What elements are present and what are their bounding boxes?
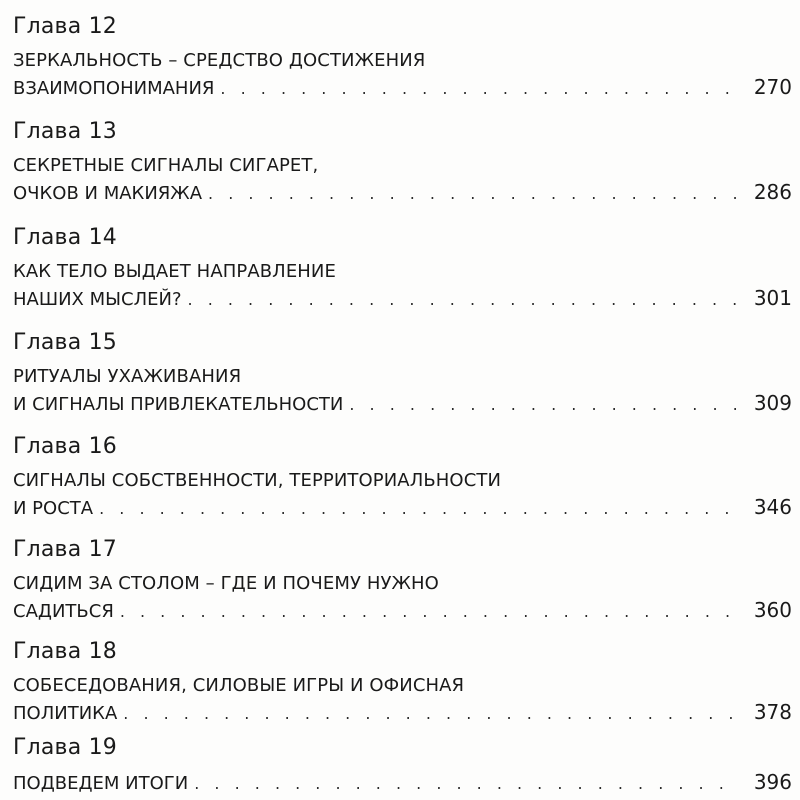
chapter-heading: Глава 18	[13, 639, 117, 664]
chapter-heading: Глава 12	[13, 14, 117, 39]
dot-leader	[220, 76, 738, 102]
chapter-title-last-line	[10, 285, 792, 313]
toc-entry-18	[10, 639, 792, 727]
page-number: 360	[753, 598, 792, 622]
chapter-title-line: СИГНАЛЫ СОБСТВЕННОСТИ, ТЕРРИТОРИАЛЬНОСТИ	[13, 470, 502, 491]
chapter-title-text: ОЧКОВ И МАКИЯЖА	[13, 183, 203, 204]
dot-leader	[123, 701, 738, 727]
chapter-title-text: И СИГНАЛЫ ПРИВЛЕКАТЕЛЬНОСТИ	[13, 394, 344, 415]
chapter-title-last-line	[10, 74, 792, 102]
chapter-title-last-line	[10, 390, 792, 418]
toc-entry-12	[10, 14, 792, 102]
chapter-title-line: СИДИМ ЗА СТОЛОМ – ГДЕ И ПОЧЕМУ НУЖНО	[13, 573, 439, 594]
chapter-heading: Глава 14	[13, 225, 117, 250]
chapter-title-line: СОБЕСЕДОВАНИЯ, СИЛОВЫЕ ИГРЫ И ОФИСНАЯ	[13, 675, 465, 696]
page-number: 301	[753, 286, 792, 310]
page-number: 286	[753, 180, 792, 204]
toc-entry-15	[10, 330, 792, 418]
chapter-title-last-line	[10, 494, 792, 522]
chapter-heading: Глава 19	[13, 735, 117, 760]
dot-leader	[188, 287, 738, 313]
dot-leader	[120, 599, 738, 625]
dot-leader	[99, 496, 738, 522]
page-number: 396	[753, 770, 792, 794]
page-number: 309	[753, 391, 792, 415]
toc-entry-17	[10, 537, 792, 625]
chapter-title-last-line	[10, 699, 792, 727]
chapter-heading: Глава 13	[13, 119, 117, 144]
chapter-title-last-line	[10, 769, 792, 797]
chapter-title-line: КАК ТЕЛО ВЫДАЕТ НАПРАВЛЕНИЕ	[13, 261, 336, 282]
chapter-heading: Глава 15	[13, 330, 117, 355]
toc-entry-19	[10, 735, 792, 797]
dot-leader	[194, 771, 738, 797]
chapter-title-line: ЗЕРКАЛЬНОСТЬ – СРЕДСТВО ДОСТИЖЕНИЯ	[13, 50, 426, 71]
toc-entry-16	[10, 434, 792, 522]
chapter-title-line: РИТУАЛЫ УХАЖИВАНИЯ	[13, 366, 242, 387]
chapter-title-text: ПОДВЕДЕМ ИТОГИ	[13, 773, 189, 794]
chapter-heading: Глава 17	[13, 537, 117, 562]
chapter-title-text: И РОСТА	[13, 498, 94, 519]
page-number: 378	[753, 700, 792, 724]
dot-leader	[349, 392, 738, 418]
chapter-title-text: САДИТЬСЯ	[13, 601, 114, 622]
page-number: 270	[753, 75, 792, 99]
chapter-title-last-line	[10, 179, 792, 207]
page-number: 346	[753, 495, 792, 519]
chapter-title-last-line	[10, 597, 792, 625]
chapter-title-text: НАШИХ МЫСЛЕЙ?	[13, 289, 182, 310]
chapter-title-text: ВЗАИМОПОНИМАНИЯ	[13, 78, 215, 99]
chapter-heading: Глава 16	[13, 434, 117, 459]
toc-entry-13	[10, 119, 792, 207]
dot-leader	[208, 181, 738, 207]
chapter-title-line: СЕКРЕТНЫЕ СИГНАЛЫ СИГАРЕТ,	[13, 155, 319, 176]
chapter-title-text: ПОЛИТИКА	[13, 703, 118, 724]
toc-entry-14	[10, 225, 792, 313]
